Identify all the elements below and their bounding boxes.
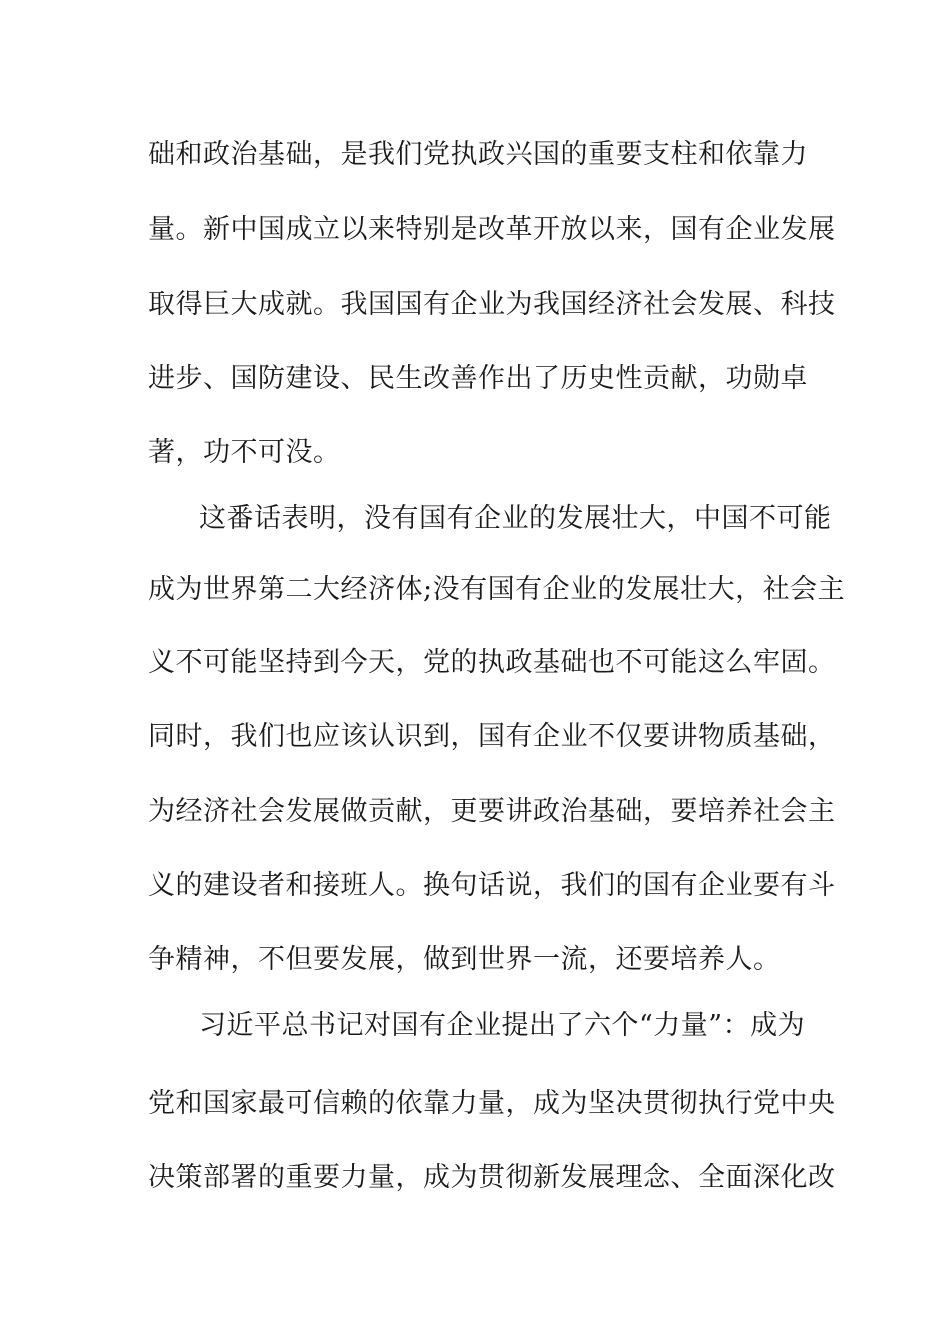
text-line: 进步、国防建设、民生改善作出了历史性贡献，功勋卓 [148,363,808,394]
paragraph-start-line: 这番话表明，没有国有企业的发展壮大，中国不可能 [199,503,832,534]
text-line: 党和国家最可信赖的依靠力量，成为坚决贯彻执行党中央 [148,1088,836,1119]
text-line: 础和政治基础，是我们党执政兴国的重要支柱和依靠力 [148,139,808,170]
text-line: 量。新中国成立以来特别是改革开放以来，国有企业发展 [148,214,836,245]
text-line: 为经济社会发展做贡献，更要讲政治基础，要培养社会主 [148,796,836,827]
text-line: 取得巨大成就。我国国有企业为我国经济社会发展、科技 [148,289,836,320]
text-line: 同时，我们也应该认识到，国有企业不仅要讲物质基础， [148,721,836,752]
text-line: 争精神，不但要发展，做到世界一流，还要培养人。 [148,944,781,975]
text-line: 义的建设者和接班人。换句话说，我们的国有企业要有斗 [148,870,836,901]
text-line: 著，功不可没。 [148,437,341,468]
text-line: 决策部署的重要力量，成为贯彻新发展理念、全面深化改 [148,1162,836,1193]
text-line: 成为世界第二大经济体;没有国有企业的发展壮大，社会主 [148,574,846,605]
text-line: 义不可能坚持到今天，党的执政基础也不可能这么牢固。 [148,647,836,678]
paragraph-start-line: 习近平总书记对国有企业提出了六个“力量”：成为 [199,1010,806,1041]
